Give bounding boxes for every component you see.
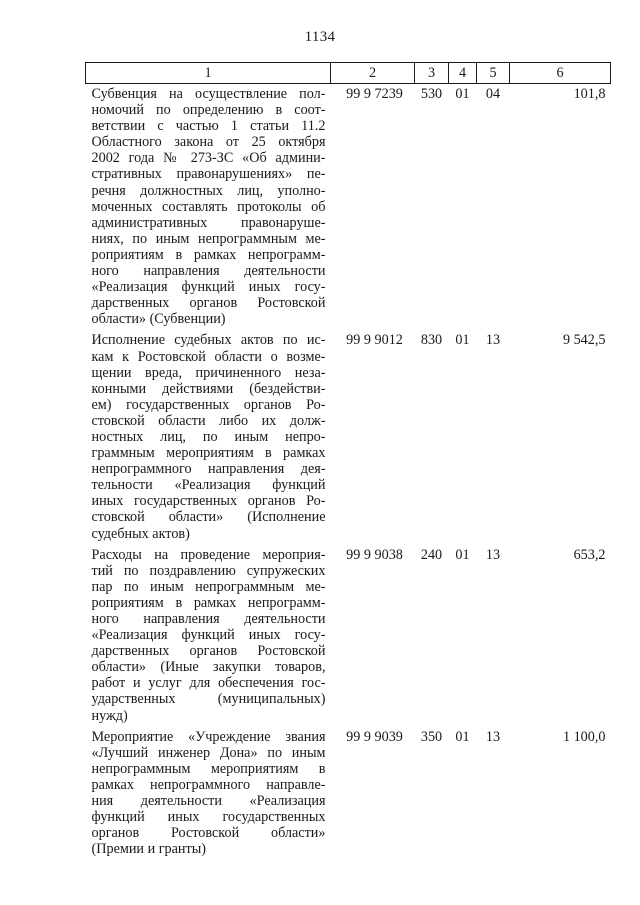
description-line: рамках непрограммного направле-: [91, 776, 326, 793]
header-col-5: 5: [477, 63, 510, 84]
expense-type-code: 830: [420, 332, 443, 349]
description-line: «Реализация функций иных госу-: [91, 279, 326, 296]
section-code: 01: [455, 332, 470, 349]
target-article-code: 99 9 7239: [346, 86, 403, 102]
target-article-code: 99 9 9038: [346, 546, 403, 563]
subsection-code: 13: [485, 728, 501, 745]
description-line: административных правонаруше-: [91, 214, 326, 231]
description-line: Исполнение судебных актов по ис-: [91, 332, 326, 349]
section-code: 01: [455, 728, 470, 745]
description-line: роприятиям в рамках непрограмм-: [91, 246, 326, 263]
section-code: 01: [455, 86, 470, 102]
row-description: [86, 332, 331, 546]
expense-type-code: 530: [420, 86, 443, 102]
description-line: «Реализация функций иных госу-: [91, 627, 326, 644]
amount: 9 542,5: [562, 332, 606, 349]
description-line: ния деятельности «Реализация: [91, 793, 326, 810]
section-code: 01: [455, 546, 470, 563]
row-description: [86, 547, 331, 729]
description-line: стовской области либо их долж-: [91, 412, 326, 429]
table-row: [86, 729, 611, 863]
header-col-3: 3: [415, 63, 449, 84]
description-line: кам к Ростовской области о возме-: [91, 348, 326, 365]
description-line: Областного закона от 25 октября: [91, 134, 326, 151]
description-line: области» (Субвенции): [91, 311, 226, 328]
budget-table: [85, 62, 611, 862]
subsection-code: 04: [485, 86, 501, 102]
expense-type-code: 350: [420, 728, 443, 745]
description-line: стовской области» (Исполнение: [91, 509, 326, 526]
amount: 653,2: [573, 546, 606, 563]
description-line: органов Ростовской области»: [91, 825, 326, 842]
expense-type-code: 240: [420, 546, 443, 563]
amount: 1 100,0: [562, 728, 606, 745]
description-line: ударственных (муниципальных): [91, 691, 326, 708]
description-line: номочий по определению в соот-: [91, 102, 326, 119]
description-line: стративных правонарушениях» пе-: [91, 166, 326, 183]
description-line: ного направления деятельности: [91, 263, 326, 280]
description-line: функций иных государственных: [91, 809, 326, 826]
subsection-code: 13: [485, 546, 501, 563]
description-line: ного направления деятельности: [91, 611, 326, 627]
subsection-code: 13: [485, 332, 501, 349]
description-line: ем) государственных органов Ро-: [91, 396, 326, 413]
header-col-6: 6: [510, 63, 611, 84]
table-row: [86, 547, 611, 729]
description-line: речня должностных лиц, уполно-: [91, 182, 326, 199]
description-line: Мероприятие «Учреждение звания: [91, 728, 326, 745]
description-line: роприятиям в рамках непрограмм-: [91, 594, 326, 611]
description-line: (Премии и гранты): [91, 841, 206, 858]
description-line: работ и услуг для обеспечения гос-: [91, 675, 326, 692]
description-line: «Лучший инженер Дона» по иным: [91, 744, 326, 761]
target-article-code: 99 9 9012: [346, 332, 403, 349]
description-line: граммным мероприятиям в рамках: [91, 445, 326, 462]
description-line: иных государственных органов Ро-: [91, 493, 326, 510]
description-line: дарственных органов Ростовской: [91, 295, 326, 312]
description-line: непрограммного направления дея-: [91, 461, 326, 478]
row-description: [86, 729, 331, 863]
table-body: [86, 84, 611, 863]
description-line: пар по иным непрограммным ме-: [91, 578, 326, 595]
description-line: щении вреда, причиненного неза-: [91, 364, 326, 381]
description-line: дарственных органов Ростовской: [91, 643, 326, 660]
amount: 101,8: [573, 86, 606, 102]
description-line: ниях, по иным непрограммным ме-: [91, 230, 326, 247]
description-line: моченных составлять протоколы об: [91, 198, 326, 215]
description-line: ностных лиц, по иным непро-: [91, 428, 326, 445]
description-line: Субвенция на осуществление пол-: [91, 86, 326, 102]
description-line: нужд): [91, 707, 128, 724]
row-description: [86, 84, 331, 333]
description-line: ветствии с частью 1 статьи 11.2: [91, 118, 326, 135]
description-line: области» (Иные закупки товаров,: [91, 659, 326, 676]
description-line: тий по поздравлению супружеских: [91, 562, 326, 579]
target-article-code: 99 9 9039: [346, 728, 403, 745]
table-row: [86, 84, 611, 333]
description-line: конными действиями (бездействи-: [91, 380, 326, 397]
header-col-4: 4: [449, 63, 477, 84]
description-line: судебных актов): [91, 525, 190, 542]
description-line: тельности «Реализация функций: [91, 477, 326, 494]
description-line: Расходы на проведение мероприя-: [91, 546, 326, 563]
table-row: [86, 332, 611, 546]
header-col-2: 2: [331, 63, 415, 84]
header-col-1: 1: [86, 63, 331, 84]
page-number: 1134: [304, 29, 336, 45]
description-line: непрограммным мероприятиям в: [91, 760, 326, 777]
description-line: 2002 года № 273-ЗС «Об админи-: [91, 150, 326, 167]
table-header-row: [86, 63, 611, 84]
